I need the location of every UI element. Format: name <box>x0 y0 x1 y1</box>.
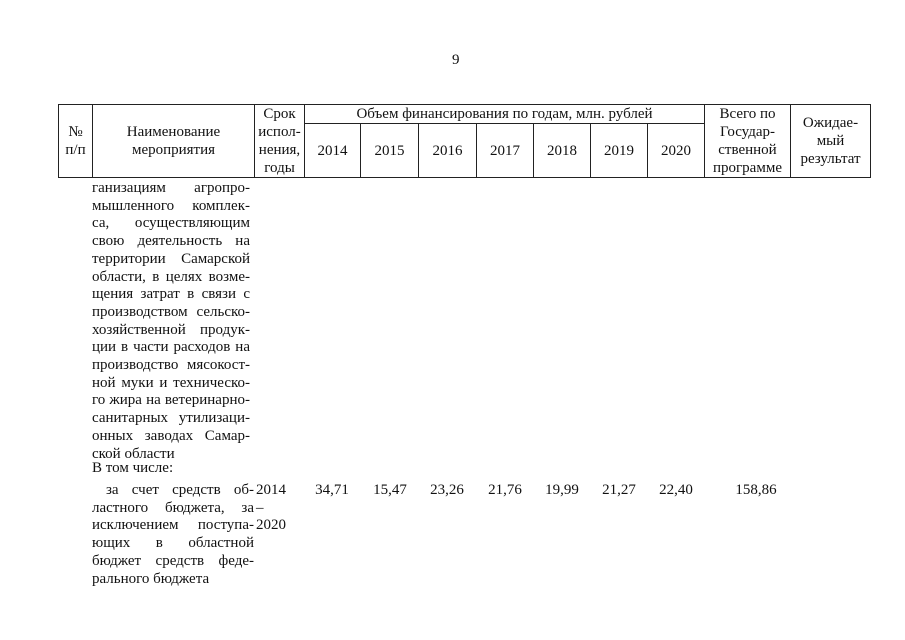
row1-name-line: ции в части расходов на <box>92 339 250 356</box>
col-header-year-text: 2020 <box>661 142 691 159</box>
col-header-funding-text: Объем финансирования по годам, млн. рублей <box>356 106 653 122</box>
row2-value-2019: 21,27 <box>602 482 636 498</box>
col-header-num <box>59 105 93 178</box>
row2-name-line: бюджет средств феде- <box>92 552 254 569</box>
row1-name-line: онных заводах Самар- <box>92 427 250 444</box>
row1-name-line: ной муки и техническо- <box>92 374 250 391</box>
col-header-year <box>419 124 477 178</box>
col-header-year-text: 2018 <box>547 142 577 159</box>
row1-name-line: ской области <box>92 445 175 462</box>
col-header-year <box>534 124 591 178</box>
row1-name-line: санитарных утилизаци- <box>92 410 250 427</box>
page-number: 9 <box>452 52 460 68</box>
row2-name-line: рального бюджета <box>92 570 210 587</box>
row2-value-2020: 22,40 <box>659 482 693 498</box>
row1-name-line: са, осуществляющим <box>92 215 250 232</box>
row2-name-line: ластного бюджета, за <box>92 499 254 516</box>
col-header-year-text: 2014 <box>317 142 348 159</box>
row2-name-line: исключением поступа- <box>92 517 254 534</box>
col-header-year <box>305 124 361 178</box>
col-header-funding <box>305 105 705 124</box>
row1-name-line: хозяйственной продук- <box>92 321 250 338</box>
row2-term-start: 2014 – <box>256 482 286 516</box>
col-header-year-text: 2019 <box>604 142 634 159</box>
col-header-year <box>361 124 419 178</box>
col-header-name <box>93 105 255 178</box>
row2-name <box>92 482 254 588</box>
col-header-year-text: 2016 <box>432 142 463 159</box>
row2-term <box>256 482 296 535</box>
col-header-num-text: № п/п <box>65 124 86 158</box>
col-header-year-text: 2017 <box>490 142 520 159</box>
row2-value-2016: 23,26 <box>430 482 464 498</box>
col-header-name-text: Наименование мероприятия <box>126 124 221 158</box>
col-header-year <box>648 124 705 178</box>
row2-term-end: 2020 <box>256 517 286 534</box>
col-header-total-text: Всего по Государ-ственной программе <box>713 106 782 176</box>
col-header-total <box>705 105 791 178</box>
row1-name-line: территории Самарской <box>92 250 250 267</box>
row2-value-2018: 19,99 <box>545 482 579 498</box>
row2-value-2015: 15,47 <box>373 482 407 498</box>
row2-name-line: ющих в областной <box>92 535 254 552</box>
col-header-term-text: Срок испол-нения, годы <box>258 106 301 176</box>
row2-value-2017: 21,76 <box>488 482 522 498</box>
col-header-term <box>255 105 305 178</box>
col-header-year-text: 2015 <box>374 142 405 159</box>
row2-value-2014: 34,71 <box>315 482 349 498</box>
row1-name-line: мышленного комплек- <box>92 197 250 214</box>
col-header-result-text: Ожидае-мый результат <box>800 115 861 167</box>
row1-name-line: щения затрат в связи с <box>92 286 250 303</box>
including-label: В том числе: <box>92 460 174 476</box>
row2-value-total: 158,86 <box>735 482 777 498</box>
row1-name-line: свою деятельность на <box>92 233 250 250</box>
col-header-year <box>591 124 648 178</box>
col-header-result <box>791 105 871 178</box>
row1-name <box>92 180 250 463</box>
row1-name-line: производство мясокост- <box>92 357 250 374</box>
row1-name-line: ганизациям агропро- <box>92 180 250 196</box>
row1-name-line: области, в целях возме- <box>92 268 250 285</box>
row1-name-line: производством сельско- <box>92 303 250 320</box>
row1-name-line: го жира на ветеринарно- <box>92 392 250 409</box>
table-header <box>58 104 871 178</box>
row2-name-line: за счет средств об- <box>106 482 254 498</box>
col-header-year <box>477 124 534 178</box>
